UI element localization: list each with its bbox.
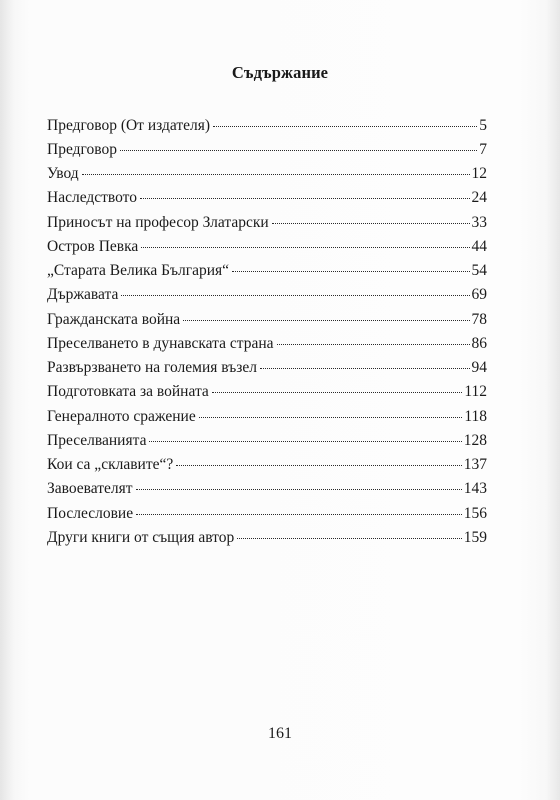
toc-entry-page: 156	[463, 504, 487, 522]
toc-entry	[47, 478, 487, 502]
toc-dot-leader	[183, 308, 469, 324]
toc-dot-leader	[212, 381, 463, 397]
toc-entry	[47, 308, 487, 332]
toc-entry	[47, 502, 487, 526]
toc-entry-label: Увод	[47, 165, 79, 182]
toc-entry	[47, 405, 487, 429]
toc-entry-page: 24	[471, 189, 487, 207]
toc-entry	[47, 332, 487, 356]
toc-entry-page: 118	[464, 407, 487, 425]
toc-dot-leader	[136, 502, 462, 518]
toc-dot-leader	[237, 526, 462, 542]
toc-entry-page: 7	[479, 140, 487, 158]
toc-entry-page: 159	[463, 528, 487, 546]
toc-entry	[47, 235, 487, 259]
toc-entry-label: Завоевателят	[47, 480, 133, 498]
toc-entry-label: Държавата	[47, 286, 119, 304]
toc-dot-leader	[120, 138, 477, 154]
toc-entry-page: 5	[479, 116, 487, 134]
toc-dot-leader	[232, 260, 469, 276]
toc-dot-leader	[272, 211, 470, 227]
table-of-contents	[47, 114, 487, 551]
toc-entry	[47, 260, 487, 284]
toc-entry-page: 12	[471, 165, 487, 182]
toc-entry	[47, 381, 487, 405]
toc-entry-label: Предговор (От издателя)	[47, 116, 210, 134]
toc-dot-leader	[141, 235, 469, 251]
toc-dot-leader	[176, 454, 462, 470]
toc-dot-leader	[82, 163, 470, 179]
toc-entry-page: 112	[464, 383, 487, 401]
toc-entry	[47, 284, 487, 308]
page-number: 161	[268, 725, 292, 742]
toc-entry-page: 86	[471, 334, 487, 352]
toc-entry-label: Подготовката за войната	[47, 383, 209, 401]
toc-entry-page: 69	[471, 286, 487, 304]
toc-dot-leader	[140, 187, 470, 203]
toc-entry-page: 94	[471, 359, 487, 376]
toc-dot-leader	[213, 114, 477, 130]
toc-entry-page: 128	[463, 431, 487, 449]
page-title: Съдържание	[231, 63, 329, 82]
toc-entry-label: Преселванията	[47, 431, 147, 449]
toc-entry	[47, 429, 487, 453]
toc-entry	[47, 187, 487, 211]
toc-entry-label: Приносът на професор Златарски	[47, 213, 269, 231]
toc-dot-leader	[149, 429, 461, 445]
toc-entry-label: „Старата Велика България“	[47, 262, 230, 279]
toc-entry-page: 44	[471, 237, 487, 255]
toc-entry-page: 137	[463, 456, 487, 473]
toc-entry-label: Остров Певка	[47, 237, 139, 255]
page-edge-shadow-left	[0, 0, 14, 800]
toc-dot-leader	[121, 284, 469, 300]
toc-dot-leader	[136, 478, 462, 494]
toc-dot-leader	[277, 332, 470, 348]
toc-entry	[47, 526, 487, 550]
toc-entry	[47, 163, 487, 187]
toc-entry-label: Преселването в дунавската страна	[47, 334, 274, 352]
toc-dot-leader	[260, 357, 470, 373]
toc-entry-label: Послесловие	[47, 504, 134, 522]
toc-entry-page: 143	[463, 480, 487, 498]
toc-entry-page: 54	[471, 262, 487, 279]
toc-entry-label: Кои са „склавите“?	[47, 456, 174, 473]
toc-entry-label: Генералното сражение	[47, 407, 196, 425]
toc-dot-leader	[199, 405, 463, 421]
toc-entry-page: 33	[471, 213, 487, 231]
toc-entry	[47, 138, 487, 162]
toc-entry	[47, 114, 487, 138]
toc-entry-label: Други книги от същия автор	[47, 528, 235, 546]
toc-entry-label: Гражданската война	[47, 310, 181, 328]
toc-entry	[47, 357, 487, 381]
page-edge-shadow-right	[546, 0, 560, 800]
toc-entry-label: Предговор	[47, 140, 117, 158]
toc-entry-page: 78	[471, 310, 487, 328]
toc-entry-label: Наследството	[47, 189, 137, 207]
toc-entry-label: Развързването на големия възел	[47, 359, 257, 376]
toc-entry	[47, 454, 487, 478]
toc-entry	[47, 211, 487, 235]
